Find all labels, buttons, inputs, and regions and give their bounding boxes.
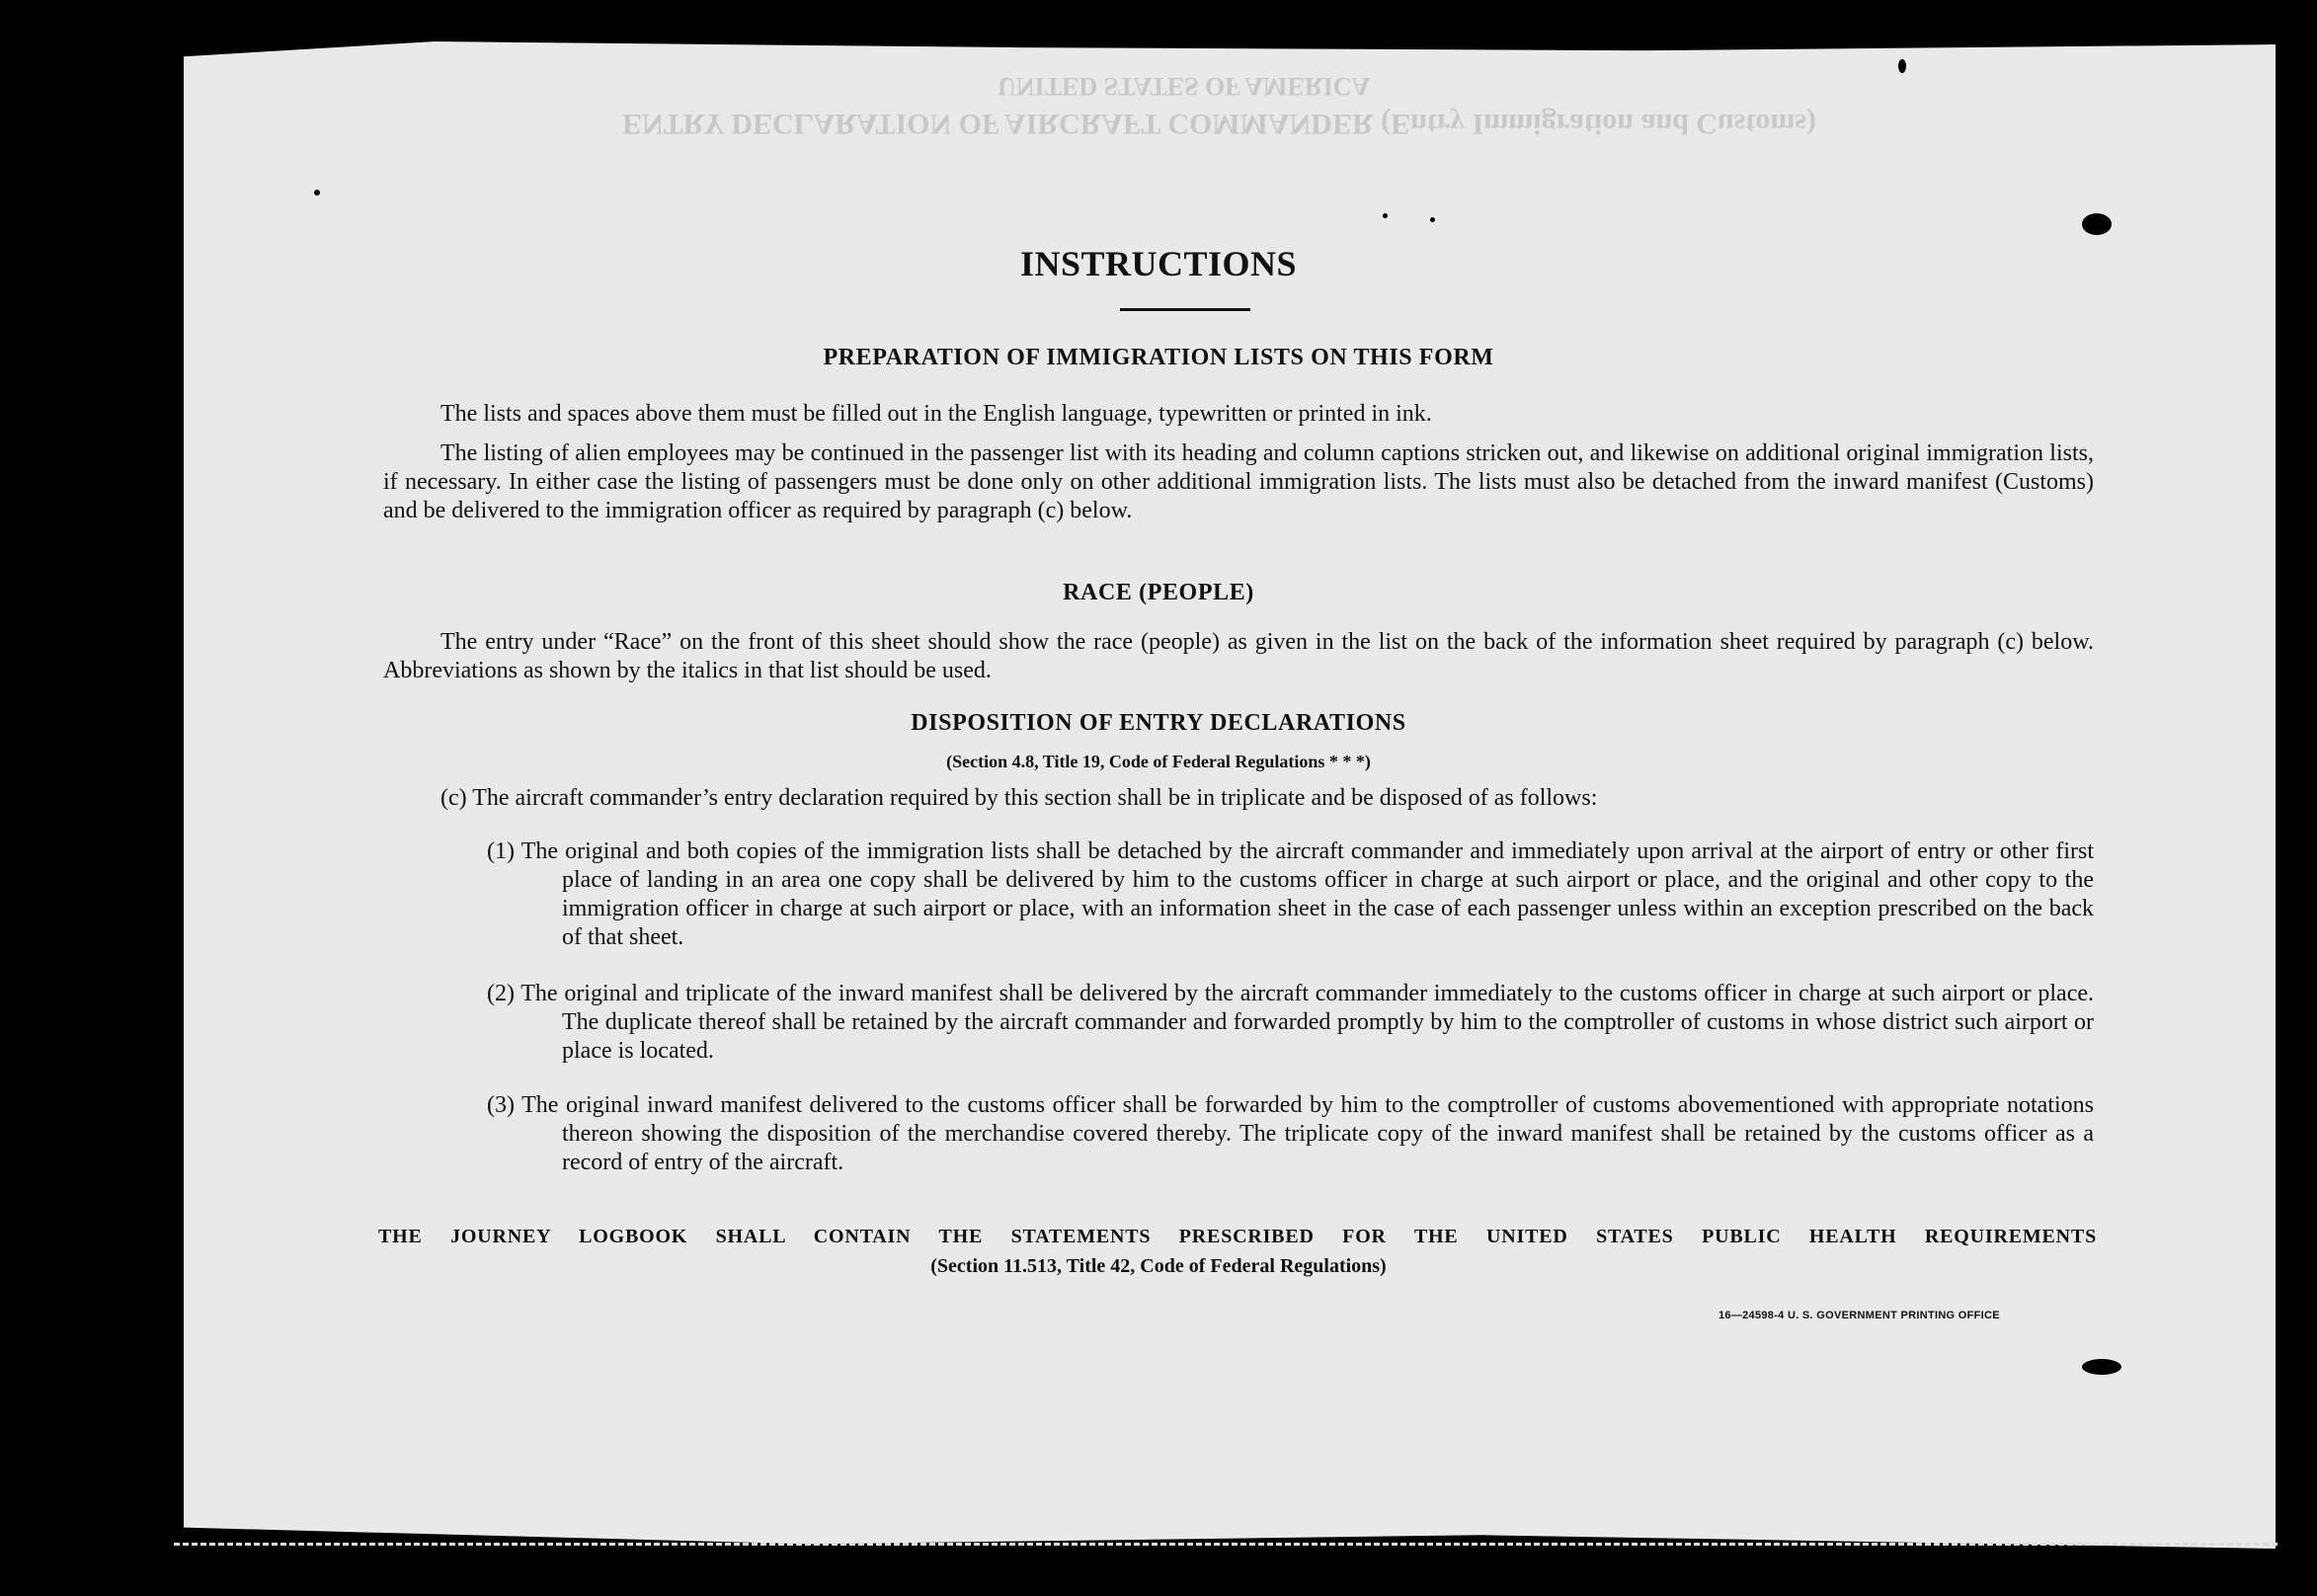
paragraph-english-language: The lists and spaces above them must be filled out in the English language, typewritten or printed in ink. [440,401,1432,427]
section-heading-disposition: DISPOSITION OF ENTRY DECLARATIONS [911,710,1406,736]
footer-statement: THE JOURNEY LOGBOOK SHALL CONTAIN THE STATEMENTS PRESCRIBED FOR THE UNITED STATES PUBLIC HEALTH REQUIREMENTS [378,1226,2097,1247]
ink-speck [2082,1359,2121,1375]
printer-mark: 16—24598-4 U. S. GOVERNMENT PRINTING OFFICE [1718,1310,2000,1321]
bleed-through-line-1: UNITED STATES OF AMERICA [998,72,1371,101]
paragraph-alien-employees: The listing of alien employees may be continued in the passenger list with its heading and column captions stricken out, and likewise on additional original immigration lists, if necessary. In either case the listing of passengers must be done only on other additional immigration lists. The lists must also be detached from the inward manifest (Customs) and be delivered to the immigration officer as required by paragraph (c) below. [383,440,2094,523]
ink-speck [1898,59,1906,73]
ink-speck [314,190,320,196]
section-citation-title-19: (Section 4.8, Title 19, Code of Federal Regulations * * *) [946,752,1371,771]
paragraph-race: The entry under “Race” on the front of this sheet should show the race (people) as given in the list on the back of the information sheet required by paragraph (c) below. Abbreviations as shown by the italics in that list should be used. [383,629,2094,683]
bleed-through-line-2: ENTRY DECLARATION OF AIRCRAFT COMMANDER (Entry Immigration and Customs) [622,108,1816,140]
ink-speck [1383,213,1388,218]
footer-citation: (Section 11.513, Title 42, Code of Federal Regulations) [930,1255,1387,1277]
ink-speck [2082,213,2112,235]
paragraph-c: (c) The aircraft commander’s entry declaration required by this section shall be in triplicate and be disposed of as follows: [440,785,1598,811]
list-item-3: (3) The original inward manifest delivered to the customs officer shall be forwarded by him to the comptroller of customs abovementioned with appropriate notations thereon showing the disposition of the merchandise covered thereby. The triplicate copy of the inward manifest shall be retained by the customs officer as a record of entry of the aircraft. [487,1092,2094,1175]
section-heading-preparation: PREPARATION OF IMMIGRATION LISTS ON THIS FORM [823,345,1494,370]
list-item-1: (1) The original and both copies of the immigration lists shall be detached by the aircraft commander and immediately upon arrival at the airport of entry or other first place of landing in an area one copy shall be delivered by him to the customs officer in charge at such airport or place, and the original and other copy to the immigration officer in charge at such airport or place, with an information sheet in the case of each passenger unless within an exception prescribed on the back of that sheet. [487,838,2094,950]
section-heading-race: RACE (PEOPLE) [1063,580,1254,605]
scan-edge-dashes [174,1543,2277,1546]
list-item-2: (2) The original and triplicate of the inward manifest shall be delivered by the aircraft commander immediately to the customs officer in charge at such airport or place. The duplicate thereof shall be retained by the aircraft commander and forwarded promptly by him to the comptroller of customs in whose district such airport or place is located. [487,981,2094,1064]
ink-speck [1430,217,1435,222]
page-title: INSTRUCTIONS [1019,244,1298,283]
title-underline [1120,308,1250,311]
